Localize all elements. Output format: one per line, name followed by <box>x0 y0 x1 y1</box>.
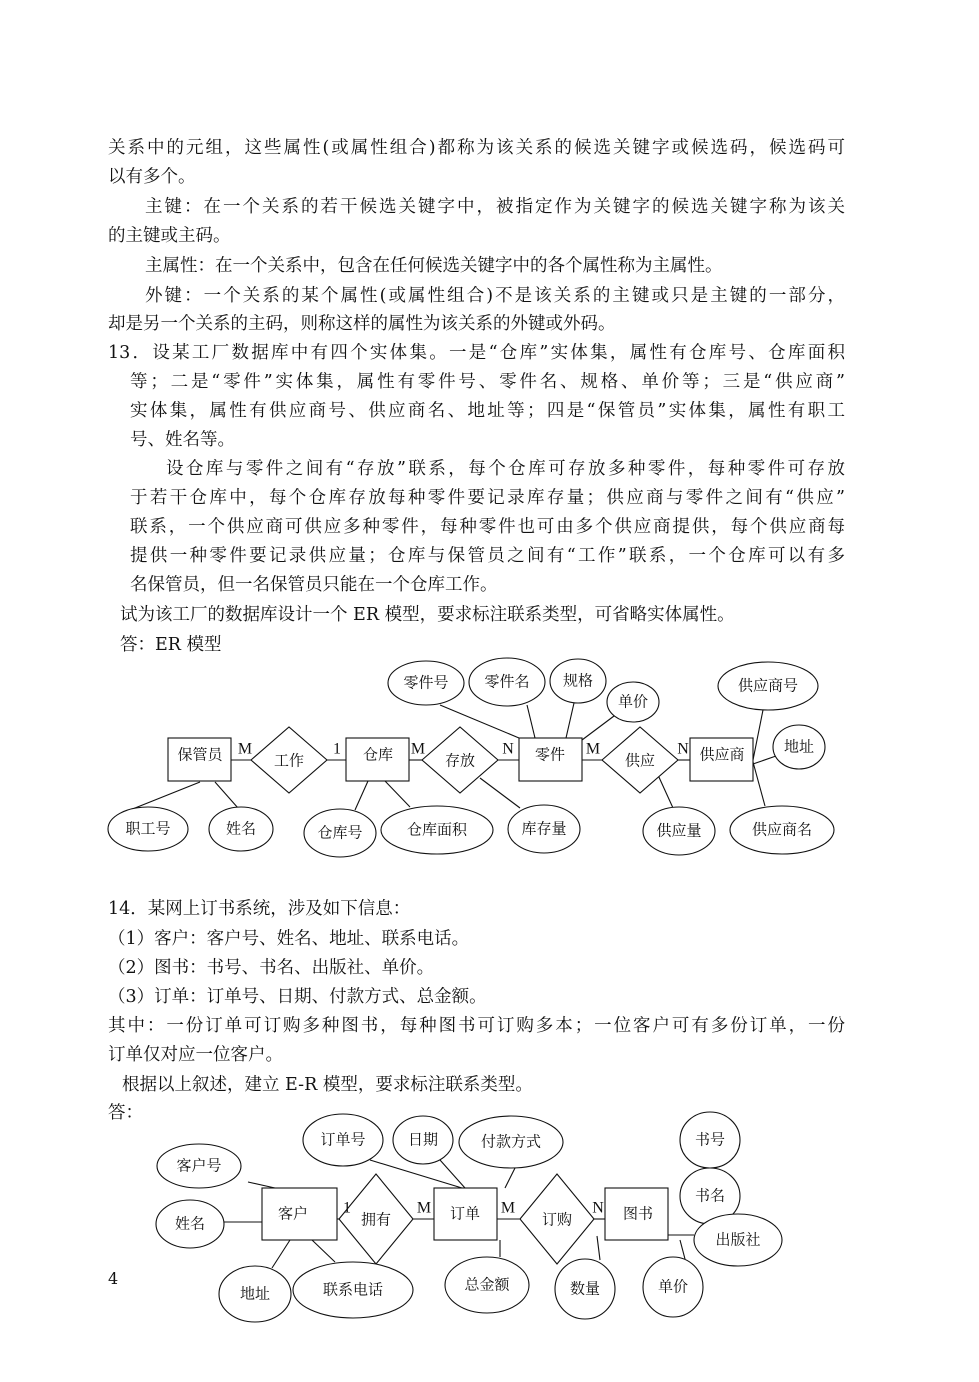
list-item: （3）订单：订单号、日期、付款方式、总金额。 <box>108 987 487 1007</box>
attribute-label: 总金额 <box>464 1275 510 1294</box>
attribute-label: 供应商名 <box>751 820 813 839</box>
attribute-label: 姓名 <box>174 1214 206 1233</box>
relation-label: 存放 <box>444 751 476 770</box>
attribute-label: 单价 <box>617 692 649 711</box>
paragraph-line: 名保管员，但一名保管员只能在一个仓库工作。 <box>130 575 498 595</box>
cardinality-label: 1 <box>343 1199 351 1217</box>
paragraph-line: 等；二是“零件”实体集，属性有零件号、零件名、规格、单价等；三是“供应商” <box>130 372 845 392</box>
attribute-label: 姓名 <box>225 819 257 838</box>
list-item: （2）图书：书号、书名、出版社、单价。 <box>108 958 435 978</box>
cardinality-label: M <box>585 740 601 758</box>
er-diagram-bookstore <box>156 1112 782 1322</box>
attribute-label: 联系电话 <box>322 1280 384 1299</box>
paragraph-line: 根据以上叙述，建立 E-R 模型，要求标注联系类型。 <box>122 1075 533 1095</box>
paragraph-line: 订单仅对应一位客户。 <box>108 1045 283 1065</box>
paragraph-line: 其中：一份订单可订购多种图书，每种图书可订购多本；一位客户可有多份订单，一份 <box>108 1016 845 1036</box>
attribute-label: 地址 <box>239 1284 271 1303</box>
attribute-label: 出版社 <box>715 1230 761 1249</box>
attribute-label: 仓库号 <box>317 823 363 842</box>
list-item: （1）客户：客户号、姓名、地址、联系电话。 <box>108 929 470 949</box>
attribute-label: 零件号 <box>403 673 449 692</box>
entity-label: 仓库 <box>362 745 394 764</box>
entity-label: 零件 <box>534 745 566 764</box>
attribute-label: 书名 <box>694 1186 726 1205</box>
cardinality-label: 1 <box>333 740 341 758</box>
attribute-label: 客户号 <box>176 1156 222 1175</box>
paragraph-line: 关系中的元组，这些属性(或属性组合)都称为该关系的候选关键字或候选码，候选码可 <box>108 138 845 158</box>
attribute-label: 库存量 <box>521 819 567 838</box>
paragraph-line: 试为该工厂的数据库设计一个 ER 模型，要求标注联系类型，可省略实体属性。 <box>120 605 735 625</box>
primary-attribute-definition: 主属性：在一个关系中，包含在任何候选关键字中的各个属性称为主属性。 <box>145 256 723 276</box>
paragraph-line: 以有多个。 <box>108 167 196 187</box>
relation-label: 供应 <box>624 751 656 770</box>
attribute-label: 数量 <box>569 1279 601 1298</box>
cardinality-label: M <box>416 1199 432 1217</box>
entity-label: 图书 <box>622 1204 654 1223</box>
foreign-key-definition: 外键：一个关系的某个属性(或属性组合)不是该关系的主键或只是主键的一部分， <box>145 286 845 306</box>
attribute-label: 单价 <box>657 1277 689 1296</box>
attribute-label: 仓库面积 <box>406 820 468 839</box>
relation-label: 工作 <box>273 751 305 770</box>
entity-label: 保管员 <box>177 745 223 764</box>
paragraph-line: 设仓库与零件之间有“存放”联系，每个仓库可存放多种零件，每种零件可存放 <box>166 459 845 479</box>
answer-label: 答：ER 模型 <box>120 635 222 655</box>
cardinality-label: M <box>500 1199 516 1217</box>
paragraph-line: 的主键或主码。 <box>108 226 231 246</box>
entity-label: 订单 <box>449 1204 481 1223</box>
answer-label: 答： <box>108 1103 143 1123</box>
attribute-label: 地址 <box>783 737 815 756</box>
primary-key-definition: 主键：在一个关系的若干候选关键字中，被指定作为关键字的候选关键字称为该关 <box>145 197 845 217</box>
relation-label: 订购 <box>541 1210 573 1229</box>
question-14: 14．某网上订书系统，涉及如下信息： <box>108 899 411 919</box>
attribute-label: 供应量 <box>656 821 702 840</box>
cardinality-label: M <box>410 740 426 758</box>
entity-label: 客户 <box>277 1204 309 1223</box>
paragraph-line: 却是另一个关系的主码，则称这样的属性为该关系的外键或外码。 <box>108 314 616 334</box>
attribute-label: 规格 <box>562 671 594 690</box>
cardinality-label: M <box>237 740 253 758</box>
attribute-label: 职工号 <box>125 819 171 838</box>
cardinality-label: N <box>502 740 514 758</box>
attribute-label: 书号 <box>694 1130 726 1149</box>
attribute-label: 订单号 <box>320 1130 366 1149</box>
paragraph-line: 号、姓名等。 <box>130 430 235 450</box>
page-number: 4 <box>108 1269 119 1288</box>
attribute-label: 零件名 <box>484 672 530 691</box>
attribute-label: 付款方式 <box>480 1132 542 1151</box>
relation-label: 拥有 <box>360 1210 392 1229</box>
paragraph-line: 于若干仓库中，每个仓库存放每种零件要记录库存量；供应商与零件之间有“供应” <box>130 488 845 508</box>
attribute-label: 供应商号 <box>737 676 799 695</box>
attribute-label: 日期 <box>407 1130 439 1149</box>
question-13: 13．设某工厂数据库中有四个实体集。一是“仓库”实体集，属性有仓库号、仓库面积 <box>108 343 845 363</box>
cardinality-label: N <box>677 740 689 758</box>
cardinality-label: N <box>592 1199 604 1217</box>
paragraph-line: 实体集，属性有供应商号、供应商名、地址等；四是“保管员”实体集，属性有职工 <box>130 401 845 421</box>
paragraph-line: 提供一种零件要记录供应量；仓库与保管员之间有“工作”联系，一个仓库可以有多 <box>130 546 845 566</box>
entity-label: 供应商 <box>699 745 745 764</box>
paragraph-line: 联系，一个供应商可供应多种零件，每种零件也可由多个供应商提供，每个供应商每 <box>130 517 845 537</box>
er-diagram-factory <box>108 658 834 857</box>
